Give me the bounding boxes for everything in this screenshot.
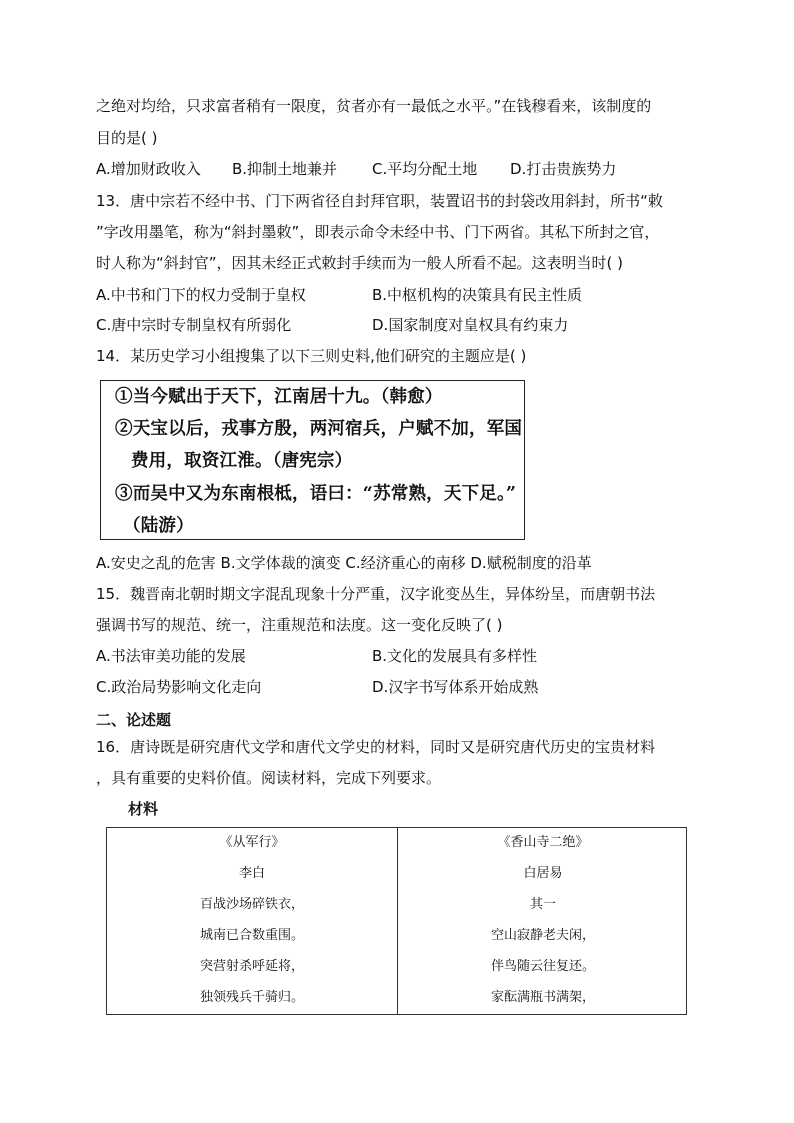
q12-text-line-2: 目的是( ) [96, 129, 158, 147]
q14-source-3-line-2: （陆游） [123, 516, 194, 536]
q13-option-b: B.中枢机构的决策具有民主性质 [372, 286, 583, 304]
q12-option-a: A.增加财政收入 [96, 160, 201, 178]
q16-text-line-2: ，具有重要的史料价值。阅读材料，完成下列要求。 [96, 769, 442, 787]
q15-option-c: C.政治局势影响文化走向 [96, 678, 262, 696]
q12-option-b: B.抑制土地兼并 [232, 160, 338, 178]
q14-options: A.安史之乱的危害 B.文学体裁的演变 C.经济重心的南移 D.赋税制度的沿革 [96, 554, 592, 572]
q15-option-d: D.汉字书写体系开始成熟 [372, 678, 539, 696]
poem-right-author: 白居易 [523, 866, 563, 881]
material-label: 材料 [128, 800, 159, 818]
poem-right-column [398, 828, 688, 1014]
poem-left-line-3: 突营射杀呼延将， [199, 959, 304, 974]
q12-text-line-1: 之绝对均给，只求富者稍有一限度，贫者亦有一最低之水平。”在钱穆看来，该制度的 [96, 97, 652, 115]
q12-option-d: D.打击贵族势力 [510, 160, 617, 178]
q15-text-line-1: 15．魏晋南北朝时期文字混乱现象十分严重，汉字讹变丛生，异体纷呈，而唐朝书法 [96, 585, 656, 603]
q14-source-2-line-2: 费用，取资江淮。（唐宪宗） [131, 451, 353, 471]
q14-stem: 14．某历史学习小组搜集了以下三则史料,他们研究的主题应是( ) [96, 347, 527, 365]
q13-text-line-3: 时人称为“斜封官”，因其未经正式敕封手续而为一般人所看不起。这表明当时( ) [96, 254, 624, 272]
q13-option-c: C.唐中宗时专制皇权有所弱化 [96, 316, 292, 334]
poem-left-author: 李白 [238, 866, 265, 881]
q15-option-a: A.书法审美功能的发展 [96, 647, 246, 665]
section-heading: 二、论述题 [96, 711, 172, 729]
poem-left-line-2: 城南已合数重围。 [199, 928, 304, 943]
poem-left-column [107, 828, 397, 1014]
q14-source-3-line-1: ③而吴中又为东南根柢，语曰：“苏常熟，天下足。” [115, 484, 517, 504]
q15-text-line-2: 强调书写的规范、统一，注重规范和法度。这一变化反映了( ) [96, 616, 503, 634]
q14-source-2-line-1: ②天宝以后，戎事方殷，两河宿兵，户赋不加，军国 [115, 419, 523, 439]
poem-right-line-1: 空山寂静老夫闲， [490, 928, 595, 943]
q13-option-d: D.国家制度对皇权具有约束力 [372, 316, 569, 334]
poem-right-line-2: 伴鸟随云往复还。 [490, 959, 595, 974]
poem-table [106, 827, 687, 1015]
q12-option-c: C.平均分配土地 [372, 160, 478, 178]
poem-left-line-1: 百战沙场碎铁衣， [199, 897, 304, 912]
q16-text-line-1: 16．唐诗既是研究唐代文学和唐代文学史的材料，同时又是研究唐代历史的宝贵材料 [96, 738, 656, 756]
poem-right-line-3: 家酝满瓶书满架， [490, 990, 595, 1005]
q13-option-a: A.中书和门下的权力受制于皇权 [96, 286, 306, 304]
q14-source-1: ①当今赋出于天下，江南居十九。（韩愈） [115, 387, 443, 407]
poem-right-title: 《香山寺二绝》 [497, 835, 589, 850]
q13-text-line-1: 13．唐中宗若不经中书、门下两省径自封拜官职，装置诏书的封袋改用斜封，所书“敕 [96, 192, 663, 210]
poem-left-title: 《从军行》 [219, 835, 285, 850]
poem-right-section: 其一 [529, 897, 556, 912]
q13-text-line-2: ”字改用墨笔，称为“斜封墨敕”，即表示命令未经中书、门下两省。其私下所封之官， [96, 223, 660, 241]
q15-option-b: B.文化的发展具有多样性 [372, 647, 538, 665]
poem-left-line-4: 独领残兵千骑归。 [199, 990, 304, 1005]
q14-source-box [100, 380, 525, 540]
